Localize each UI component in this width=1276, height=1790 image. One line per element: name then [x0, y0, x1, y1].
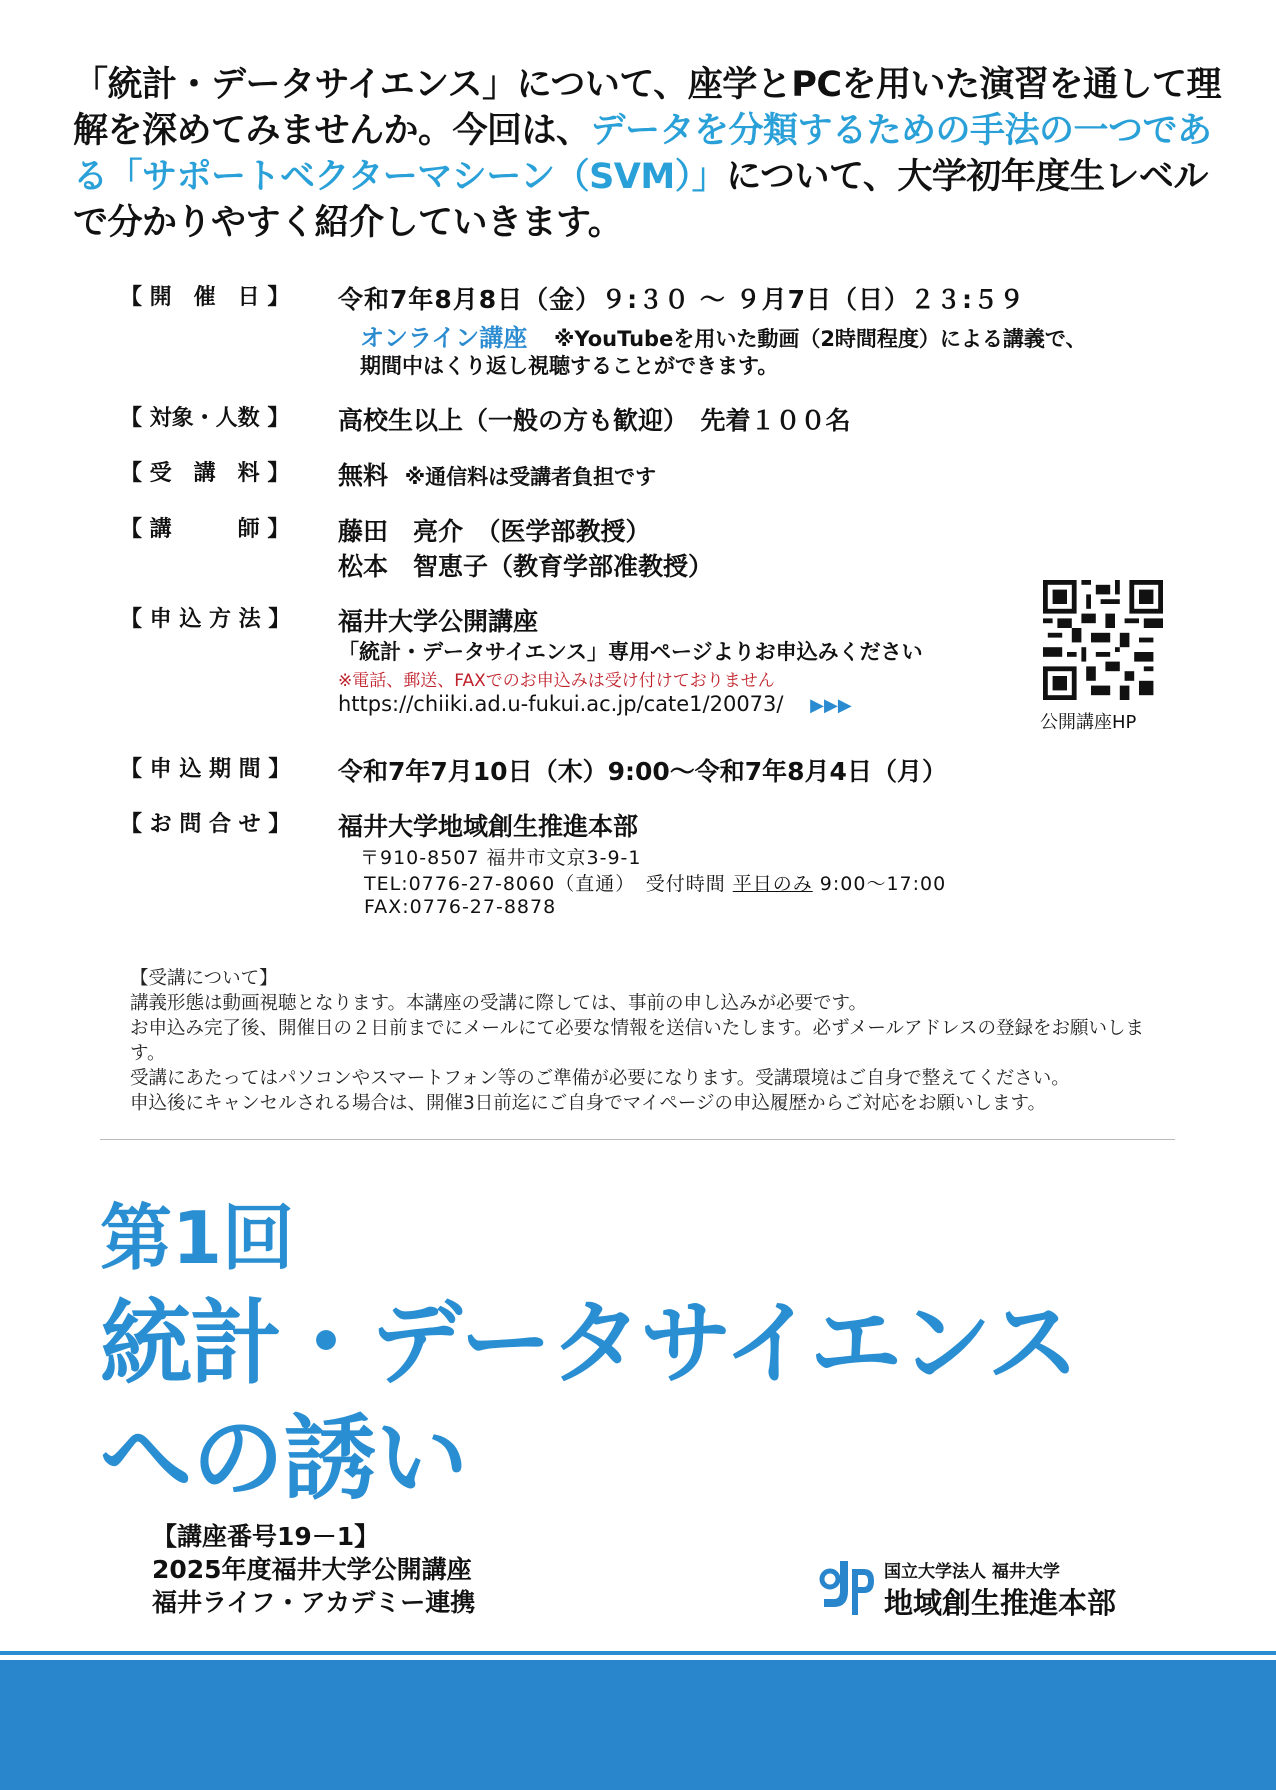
- course-year: 2025年度福井大学公開講座: [152, 1555, 472, 1584]
- footer-line: [0, 1651, 1276, 1655]
- fee-line: [338, 456, 656, 492]
- intro-text: [73, 62, 1233, 246]
- fee-value: 無料: [338, 461, 389, 490]
- contact-hours: 9:00～17:00: [812, 873, 947, 895]
- notes-line-1: 講義形態は動画視聴となります。本講座の受講に際しては、事前の申し込みが必要です。: [130, 993, 868, 1014]
- title-sub: への誘い: [100, 1405, 469, 1512]
- arrow-icons: ▶▶▶: [810, 695, 852, 716]
- contact-label: 【 お 問 合 せ 】: [120, 812, 291, 837]
- contact-weekdays: 平日のみ: [732, 873, 813, 895]
- course-number: 【講座番号19－1】: [152, 1522, 380, 1551]
- date-label: 【 開 催 日 】: [120, 285, 290, 310]
- attendance-notes: [130, 966, 1190, 1116]
- contact-tel: TEL:0776-27-8060（直通） 受付時間: [364, 873, 733, 895]
- course-partner: 福井ライフ・アカデミー連携: [152, 1588, 476, 1617]
- logo-big-text: 地域創生推進本部: [884, 1586, 1117, 1620]
- apply-value: 福井大学公開講座: [338, 607, 539, 636]
- intro-highlight: データを分類するための手法の一つである「サポートベクターマシーン（SVM）」: [73, 111, 1212, 197]
- contact-value: 福井大学地域創生推進本部: [338, 812, 639, 841]
- notes-line-2: お申込み完了後、開催日の２日前までにメールにて必要な情報を送信いたします。必ずメールアドレスの登録をお願いします。: [130, 1018, 1144, 1064]
- notes-line-4: 申込後にキャンセルされる場合は、開催3日前迄にご自身でマイページの申込履歴からご対応をお願いします。: [130, 1093, 1047, 1114]
- title-session: 第1回: [100, 1196, 295, 1280]
- date-value: 令和7年8月8日（金）９:３０ ～ ９月7日（日）２３:５９: [338, 285, 1025, 314]
- qr-code-icon[interactable]: [1043, 580, 1163, 700]
- course-info: [152, 1520, 475, 1619]
- intro-part-1: 「統計・データサイエンス」について、座学とPCを用いた演習を通して理解を深めてみませんか。今回は、: [73, 65, 1222, 151]
- period-label: 【 申 込 期 間 】: [120, 757, 291, 782]
- apply-sub: 「統計・データサイエンス」専用ページよりお申込みください: [338, 640, 923, 664]
- period-value: 令和7年7月10日（木）9:00～令和7年8月4日（月）: [338, 757, 947, 786]
- fee-note: ※通信料は受講者負担です: [404, 465, 657, 489]
- intro-part-2: について、大学初年度生レベルで分かりやすく紹介していきます。: [73, 157, 1208, 243]
- logo-small-text: 国立大学法人 福井大学: [884, 1562, 1060, 1582]
- notes-line-3: 受講にあたってはパソコンやスマートフォン等のご準備が必要になります。受講環境はご自身で整えてください。: [130, 1068, 1070, 1089]
- notes-heading: 【受講について】: [130, 968, 278, 989]
- online-line: [360, 318, 1087, 353]
- contact-address: 〒910-8507 福井市文京3-9-1: [360, 847, 642, 869]
- target-value: 高校生以上（一般の方も歓迎） 先着１００名: [338, 406, 851, 435]
- lecturer-label: 【 講 師 】: [120, 517, 290, 542]
- footer-band: [0, 1660, 1276, 1790]
- apply-warning: ※電話、郵送、FAXでのお申込みは受け付けておりません: [338, 671, 775, 691]
- title-main: 統計・データサイエンス: [100, 1290, 1078, 1397]
- apply-url-link[interactable]: https://chiiki.ad.u-fukui.ac.jp/cate1/20073/: [338, 692, 784, 716]
- fee-label: 【 受 講 料 】: [120, 461, 290, 486]
- apply-label: 【 申 込 方 法 】: [120, 607, 291, 632]
- online-note-1: ※YouTubeを用いた動画（2時間程度）による講義で、: [554, 327, 1087, 351]
- qr-caption: 公開講座HP: [1040, 712, 1137, 733]
- divider: [100, 1139, 1175, 1140]
- lecturer-1: 藤田 亮介 （医学部教授）: [338, 517, 651, 546]
- apply-url-line: [338, 692, 852, 716]
- contact-tel-line: [364, 869, 946, 896]
- contact-fax: FAX:0776-27-8878: [364, 896, 557, 918]
- online-note-2: 期間中はくり返し視聴することができます。: [360, 354, 779, 378]
- lecturer-2: 松本 智恵子（教育学部准教授）: [338, 552, 714, 581]
- target-label: 【 対象・人数 】: [120, 406, 290, 431]
- logo-mark-icon: [818, 1557, 878, 1619]
- online-label: オンライン講座: [360, 324, 528, 352]
